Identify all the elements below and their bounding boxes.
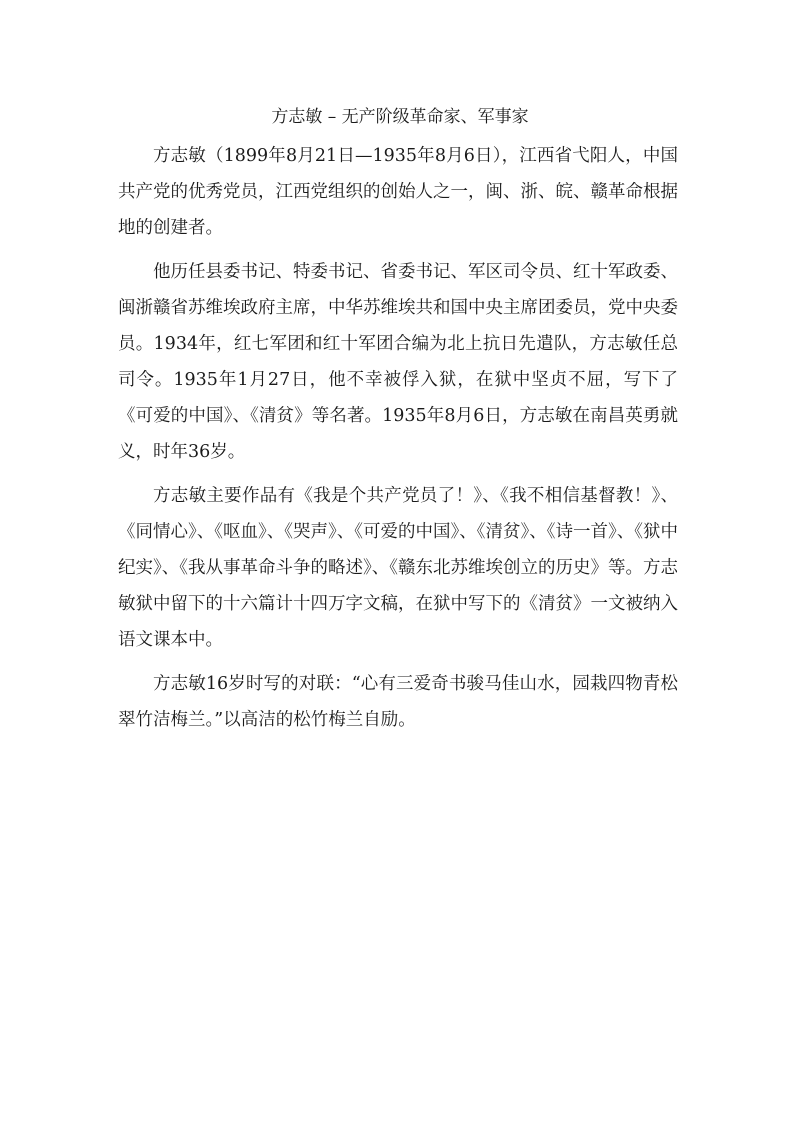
document-title: 方志敏 – 无产阶级革命家、军事家 [271, 107, 529, 127]
paragraph-couplet: 方志敏16岁时写的对联：“心有三爱奇书骏马佳山水，园栽四物青松翠竹洁梅兰。”以高洁的松竹梅兰自励。 [118, 674, 678, 730]
paragraph-biography: 方志敏（1899年8月21日—1935年8月6日），江西省弋阳人，中国共产党的优秀党员，江西党组织的创始人之一，闽、浙、皖、赣革命根据地的创建者。 [118, 146, 678, 238]
paragraph-career: 他历任县委书记、特委书记、省委书记、军区司令员、红十军政委、闽浙赣省苏维埃政府主席，中华苏维埃共和国中央主席团委员，党中央委员。1934年，红七军团和红十军团合编为北上抗日先遣队，方志敏任总司令。1935年1月27日，他不幸被俘入狱，在狱中坚贞不屈，写下了《可爱的中国》、《清贫》等名著。1935年8月6日，方志敏在南昌英勇就义，时年36岁。 [118, 262, 678, 462]
paragraph-works: 方志敏主要作品有《我是个共产党员了！》、《我不相信基督教！》、《同情心》、《呕血》、《哭声》、《可爱的中国》、《清贫》、《诗一首》、《狱中纪实》、《我从事革命斗争的略述》、《赣东北苏维埃创立的历史》等。方志敏狱中留下的十六篇计十四万字文稿，在狱中写下的《清贫》一文被纳入语文课本中。 [118, 486, 678, 650]
document-page [118, 100, 678, 738]
